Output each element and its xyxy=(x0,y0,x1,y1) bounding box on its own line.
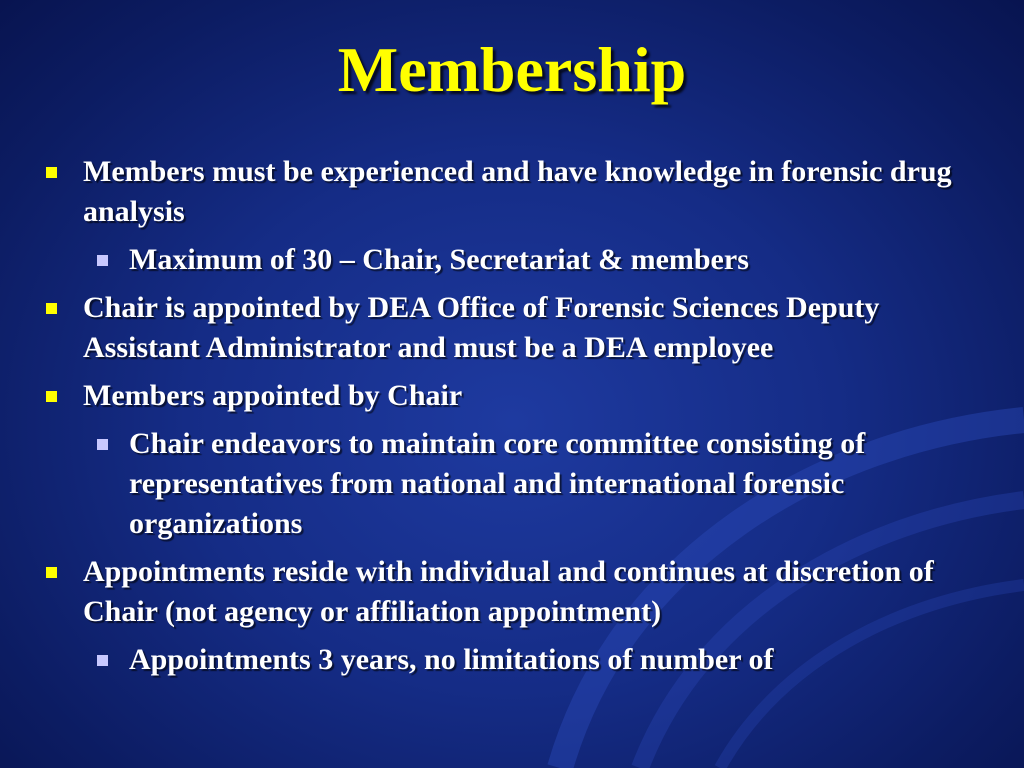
square-bullet-icon xyxy=(46,303,57,314)
square-bullet-icon xyxy=(97,439,108,450)
bullet-item xyxy=(40,552,1000,632)
bullet-text: Members must be experienced and have knowledge in forensic drug analysis xyxy=(83,155,952,228)
bullet-text: Chair is appointed by DEA Office of Forensic Sciences Deputy Assistant Administrator and must be a DEA employee xyxy=(83,291,880,364)
sub-bullet-text: Maximum of 30 – Chair, Secretariat & members xyxy=(129,243,749,276)
square-bullet-icon xyxy=(46,391,57,402)
square-bullet-icon xyxy=(97,655,108,666)
bullet-list xyxy=(40,152,1000,688)
sub-bullet-item xyxy=(40,240,1000,280)
bullet-text: Members appointed by Chair xyxy=(83,379,463,412)
sub-bullet-text: Appointments 3 years, no limitations of number of xyxy=(129,643,774,676)
sub-bullet-item xyxy=(40,640,1000,680)
square-bullet-icon xyxy=(46,167,57,178)
bullet-item xyxy=(40,376,1000,416)
square-bullet-icon xyxy=(97,255,108,266)
sub-bullet-item xyxy=(40,424,1000,544)
square-bullet-icon xyxy=(46,567,57,578)
bullet-item xyxy=(40,152,1000,232)
bullet-text: Appointments reside with individual and continues at discretion of Chair (not agency or affiliation appointment) xyxy=(83,555,934,628)
slide-title: Membership xyxy=(337,34,687,105)
bullet-item xyxy=(40,288,1000,368)
sub-bullet-text: Chair endeavors to maintain core committee consisting of representatives from national and international forensic organizations xyxy=(129,427,866,540)
